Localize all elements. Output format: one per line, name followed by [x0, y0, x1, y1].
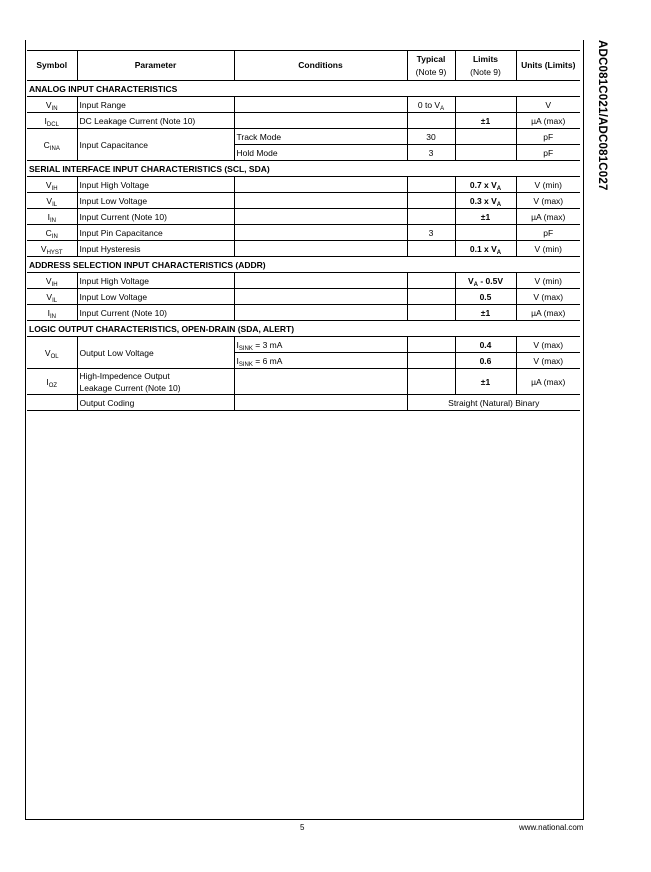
conditions-cell: [234, 241, 407, 257]
table-row: [27, 129, 580, 145]
symbol-cell: $V_{IH}$: [45, 179, 58, 192]
parameter-cell: Input Hysteresis: [77, 241, 234, 257]
header-limits: Limits (Note 9): [455, 51, 516, 81]
section-logic: LOGIC OUTPUT CHARACTERISTICS, OPEN-DRAIN (SDA, ALERT): [27, 321, 580, 337]
table-row: [27, 193, 580, 209]
table-row: [27, 225, 580, 241]
table-row: [27, 241, 580, 257]
table-row: [27, 209, 580, 225]
parameter-cell: Output Low Voltage: [77, 337, 234, 369]
limits-cell: 0.3 x $V_A$: [455, 193, 516, 209]
header-typical: Typical (Note 9): [407, 51, 455, 81]
typical-cell: [407, 273, 455, 289]
limits-cell: ±1: [455, 305, 516, 321]
units-cell: pF: [516, 145, 580, 161]
limits-cell: 0.6: [455, 353, 516, 369]
symbol-cell: $I_{IN}$: [47, 211, 56, 224]
symbol-cell: [27, 395, 77, 411]
units-cell: V (min): [516, 177, 580, 193]
typical-cell: 3: [407, 225, 455, 241]
table-row: [27, 97, 580, 113]
typical-cell: [407, 353, 455, 369]
parameter-cell: Input High Voltage: [77, 177, 234, 193]
symbol-cell: $V_{IH}$: [45, 275, 58, 288]
header-conditions: Conditions: [234, 51, 407, 81]
units-cell: µA (max): [516, 113, 580, 129]
units-cell: µA (max): [516, 209, 580, 225]
conditions-cell: $I_{SINK} = 3$ mA: [234, 337, 407, 353]
conditions-cell: [234, 225, 407, 241]
limits-cell: [455, 145, 516, 161]
symbol-cell: $V_{OL}$: [44, 347, 59, 360]
limits-cell: ±1: [455, 113, 516, 129]
parameter-cell: Input High Voltage: [77, 273, 234, 289]
page-frame-right: [583, 40, 584, 819]
typical-cell: [407, 193, 455, 209]
symbol-cell: $V_{IL}$: [46, 195, 58, 208]
typical-cell: [407, 369, 455, 395]
table-row: [27, 369, 580, 395]
units-cell: µA (max): [516, 305, 580, 321]
symbol-cell: $I_{IN}$: [47, 307, 56, 320]
symbol-cell: $V_{HYST}$: [40, 243, 63, 256]
conditions-cell: $I_{SINK} = 6$ mA: [234, 353, 407, 369]
section-row: [27, 81, 580, 97]
parameter-cell: Input Capacitance: [77, 129, 234, 161]
table-row: [27, 337, 580, 353]
limits-cell: [455, 97, 516, 113]
units-cell: V (min): [516, 241, 580, 257]
conditions-cell: [234, 113, 407, 129]
conditions-cell: [234, 97, 407, 113]
limits-cell: 0.7 x $V_A$: [455, 177, 516, 193]
electrical-characteristics-table: [27, 50, 580, 411]
section-address: ADDRESS SELECTION INPUT CHARACTERISTICS (ADDR): [27, 257, 580, 273]
conditions-cell: [234, 193, 407, 209]
units-cell: V (max): [516, 289, 580, 305]
symbol-cell: $I_{DCL}$: [44, 115, 59, 128]
limits-cell: 0.5: [455, 289, 516, 305]
section-row: [27, 257, 580, 273]
footer-website: www.national.com: [519, 823, 584, 832]
parameter-cell: Input Current (Note 10): [77, 305, 234, 321]
units-cell: µA (max): [516, 369, 580, 395]
units-cell: V (max): [516, 337, 580, 353]
parameter-cell: Input Pin Capacitance: [77, 225, 234, 241]
section-row: [27, 321, 580, 337]
units-cell: V: [516, 97, 580, 113]
conditions-cell: [234, 177, 407, 193]
conditions-cell: [234, 369, 407, 395]
typical-cell: [407, 305, 455, 321]
section-serial: SERIAL INTERFACE INPUT CHARACTERISTICS (SCL, SDA): [27, 161, 580, 177]
units-cell: V (max): [516, 193, 580, 209]
typical-cell: [407, 209, 455, 225]
conditions-cell: [234, 289, 407, 305]
parameter-cell: High-Impedence Output Leakage Current (Note 10): [77, 369, 234, 395]
parameter-cell: Input Current (Note 10): [77, 209, 234, 225]
limits-cell: 0.4: [455, 337, 516, 353]
header-symbol: Symbol: [36, 60, 68, 70]
output-coding-value: Straight (Natural) Binary: [407, 395, 580, 411]
conditions-cell: [234, 305, 407, 321]
conditions-cell: [234, 209, 407, 225]
page-frame-left: [25, 40, 26, 819]
section-row: [27, 161, 580, 177]
parameter-cell: Input Low Voltage: [77, 289, 234, 305]
symbol-cell: $C_{INA}$: [43, 139, 60, 152]
typical-cell: [407, 241, 455, 257]
header-parameter: Parameter: [77, 51, 234, 81]
table-row: [27, 113, 580, 129]
header-units: Units (Limits): [516, 51, 580, 81]
table-row: [27, 273, 580, 289]
limits-cell: ±1: [455, 209, 516, 225]
table-row: [27, 395, 580, 411]
conditions-cell: [234, 273, 407, 289]
typical-cell: [407, 289, 455, 305]
page-frame-bottom: [25, 819, 584, 820]
limits-cell: [455, 129, 516, 145]
symbol-cell: $V_{IL}$: [46, 291, 58, 304]
table-row: [27, 305, 580, 321]
symbol-cell: $V_{IN}$: [45, 99, 58, 112]
conditions-cell: Hold Mode: [234, 145, 407, 161]
typical-cell: [407, 337, 455, 353]
units-cell: pF: [516, 129, 580, 145]
units-cell: V (min): [516, 273, 580, 289]
limits-cell: 0.1 x $V_A$: [455, 241, 516, 257]
side-document-title: ADC081C021/ADC081C027: [596, 40, 608, 191]
section-analog: ANALOG INPUT CHARACTERISTICS: [27, 81, 580, 97]
typical-cell: [407, 113, 455, 129]
limits-cell: $V_A - 0.5V$: [455, 273, 516, 289]
table-row: [27, 289, 580, 305]
parameter-cell: Output Coding: [77, 395, 234, 411]
conditions-cell: Track Mode: [234, 129, 407, 145]
parameter-cell: Input Low Voltage: [77, 193, 234, 209]
parameter-cell: Input Range: [77, 97, 234, 113]
parameter-cell: DC Leakage Current (Note 10): [77, 113, 234, 129]
page-number: 5: [300, 823, 305, 832]
typical-cell: 0 to $V_A$: [407, 97, 455, 113]
units-cell: V (max): [516, 353, 580, 369]
units-cell: pF: [516, 225, 580, 241]
typical-cell: 30: [407, 129, 455, 145]
symbol-cell: $I_{OZ}$: [46, 376, 58, 389]
conditions-cell: [234, 395, 407, 411]
symbol-cell: $C_{IN}$: [45, 227, 58, 240]
limits-cell: [455, 225, 516, 241]
table-header-row: [27, 51, 580, 81]
typical-cell: [407, 177, 455, 193]
table-row: [27, 177, 580, 193]
limits-cell: ±1: [455, 369, 516, 395]
typical-cell: 3: [407, 145, 455, 161]
